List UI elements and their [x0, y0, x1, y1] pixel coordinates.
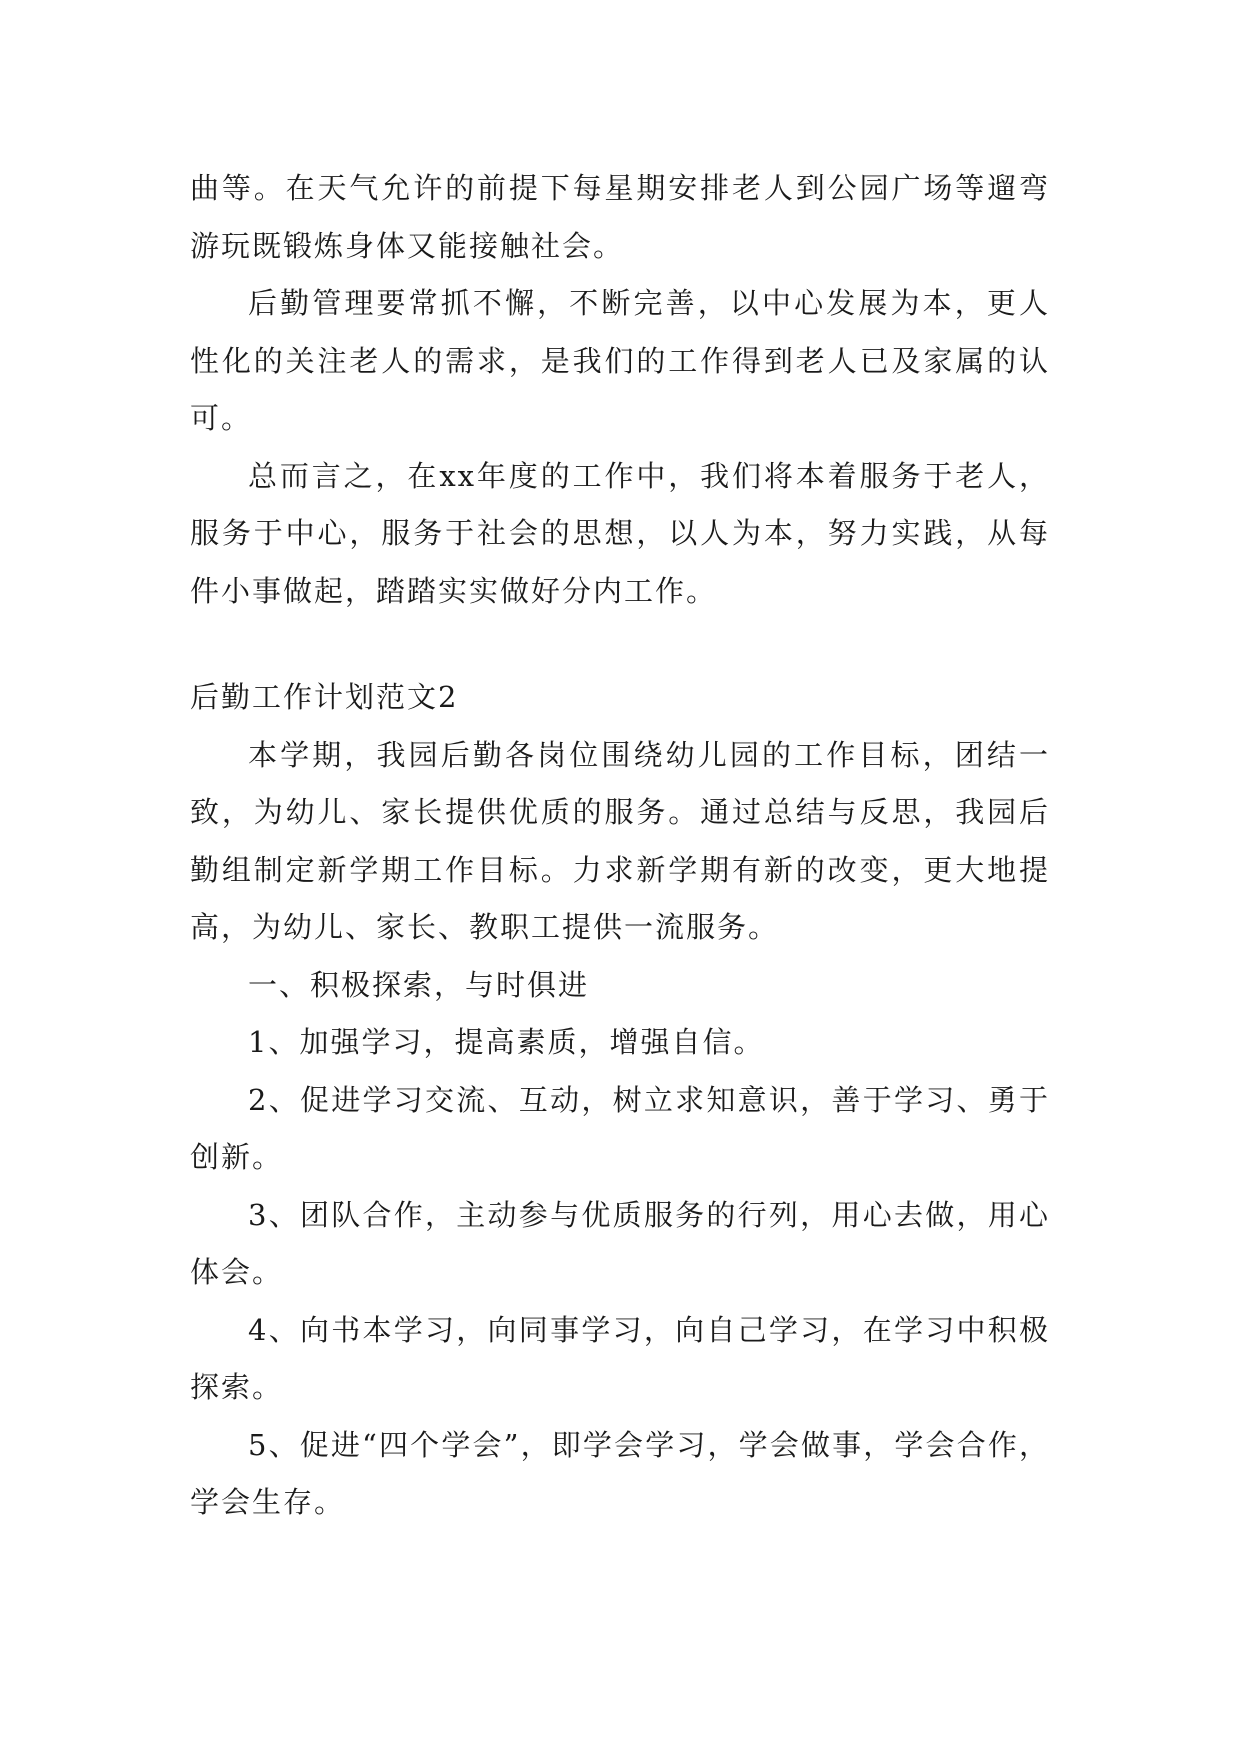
list-item: 4、向书本学习，向同事学习，向自己学习，在学习中积极探索。 — [190, 1312, 1050, 1404]
section-title: 后勤工作计划范文2 — [190, 680, 459, 714]
subheading-explore: 一、积极探索，与时俱进 — [248, 967, 590, 1002]
document-body — [190, 160, 1050, 1532]
list-item: 2、促进学习交流、互动，树立求知意识，善于学习、勇于创新。 — [190, 1082, 1050, 1174]
list-item: 3、团队合作，主动参与优质服务的行列，用心去做，用心体会。 — [190, 1197, 1050, 1289]
list-item: 1、加强学习，提高素质，增强自信。 — [248, 1025, 765, 1059]
summary-paragraph: 总而言之，在xx年度的工作中，我们将本着服务于老人，服务于中心，服务于社会的思想，以人为本，努力实践，从每件小事做起，踏踏实实做好分内工作。 — [190, 458, 1050, 608]
logistics-management-paragraph: 后勤管理要常抓不懈，不断完善，以中心发展为本，更人性化的关注老人的需求，是我们的工作得到老人已及家属的认可。 — [190, 286, 1050, 435]
intro-paragraph: 本学期，我园后勤各岗位围绕幼儿园的工作目标，团结一致，为幼儿、家长提供优质的服务。通过总结与反思，我园后勤组制定新学期工作目标。力求新学期有新的改变，更大地提高，为幼儿、家长、教职工提供一流服务。 — [190, 737, 1050, 944]
list-item: 5、促进“四个学会”，即学会学习，学会做事，学会合作，学会生存。 — [190, 1427, 1050, 1519]
continuation-paragraph: 曲等。在天气允许的前提下每星期安排老人到公园广场等遛弯游玩既锻炼身体又能接触社会。 — [190, 171, 1050, 263]
